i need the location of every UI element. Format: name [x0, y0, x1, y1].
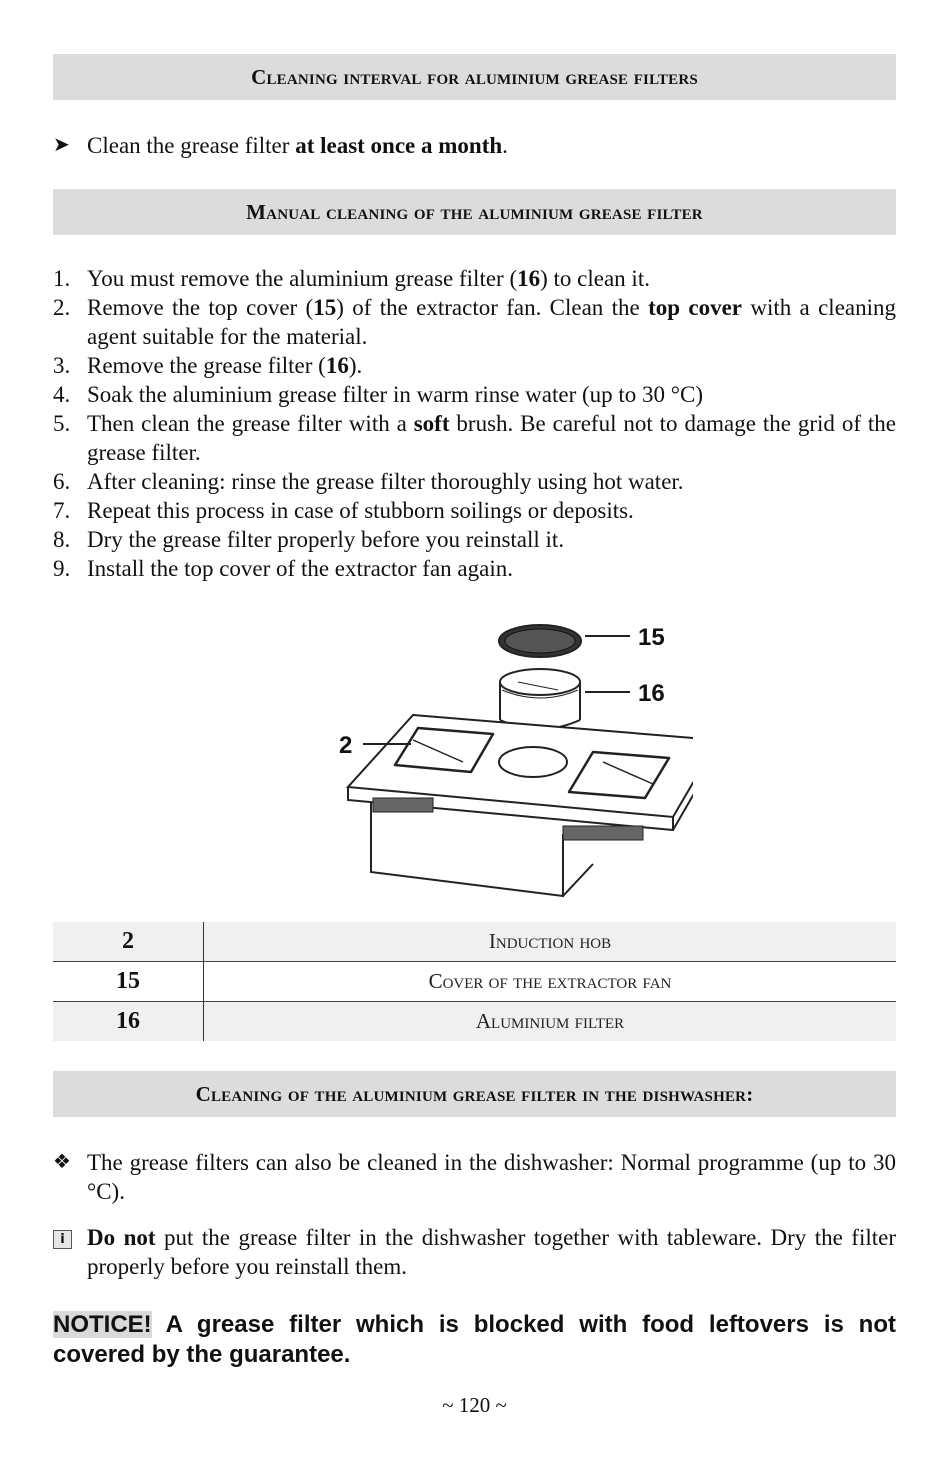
table-row: 16 Aluminium filter — [53, 1002, 896, 1042]
section-heading-dishwasher-cleaning: Cleaning of the aluminium grease filter in the dishwasher: — [53, 1071, 896, 1117]
hob-extractor-diagram — [293, 612, 693, 912]
list-item: 9. Install the top cover of the extractor fan again. — [53, 556, 513, 581]
induction-hob-illustration — [348, 715, 693, 896]
callout-15: 15 — [638, 624, 665, 651]
list-item: 5. Then clean the grease filter with a soft brush. Be careful not to damage the grid of the grease filter. — [53, 411, 896, 465]
list-item: 7. Repeat this process in case of stubborn soilings or deposits. — [53, 498, 634, 523]
page-number: ~ 120 ~ — [442, 1393, 507, 1417]
diamond-bullet-icon: ❖ — [53, 1151, 71, 1173]
table-row: 15 Cover of the extractor fan — [53, 962, 896, 1002]
info-icon: i — [53, 1230, 72, 1249]
list-item: 3. Remove the grease filter (16). — [53, 353, 363, 378]
list-item: 8. Dry the grease filter properly before you reinstall it. — [53, 527, 565, 552]
list-item: 6. After cleaning: rinse the grease filter thoroughly using hot water. — [53, 469, 684, 494]
extractor-cover-illustration — [499, 625, 581, 657]
section-heading-manual-cleaning: Manual cleaning of the aluminium grease filter — [53, 189, 896, 235]
callout-16: 16 — [638, 680, 665, 707]
aluminium-filter-illustration — [500, 669, 580, 729]
table-row: 2 Induction hob — [53, 922, 896, 962]
guarantee-notice: NOTICE! A grease filter which is blocked with food leftovers is not covered by the guarantee. — [53, 1311, 896, 1368]
section-heading-cleaning-interval: Cleaning interval for aluminium grease filters — [53, 54, 896, 100]
dishwasher-instruction: ❖ The grease filters can also be cleaned in the dishwasher: Normal programme (up to 30 °C). — [53, 1150, 896, 1204]
interval-instruction: ➤ Clean the grease filter at least once a month. — [53, 133, 508, 158]
callout-2: 2 — [339, 732, 353, 759]
dishwasher-warning: i Do not put the grease filter in the dishwasher together with tableware. Dry the filter properly before you reinstall them. — [53, 1223, 896, 1281]
list-item: 1. You must remove the aluminium grease filter (16) to clean it. — [53, 266, 650, 291]
parts-legend-table — [53, 922, 896, 1041]
list-item: 2. Remove the top cover (15) of the extractor fan. Clean the top cover with a cleaning agent suitable for the material. — [53, 295, 897, 349]
cleaning-steps-list — [53, 264, 896, 583]
arrow-bullet-icon: ➤ — [53, 134, 70, 156]
list-item: 4. Soak the aluminium grease filter in warm rinse water (up to 30 °C) — [53, 382, 703, 407]
